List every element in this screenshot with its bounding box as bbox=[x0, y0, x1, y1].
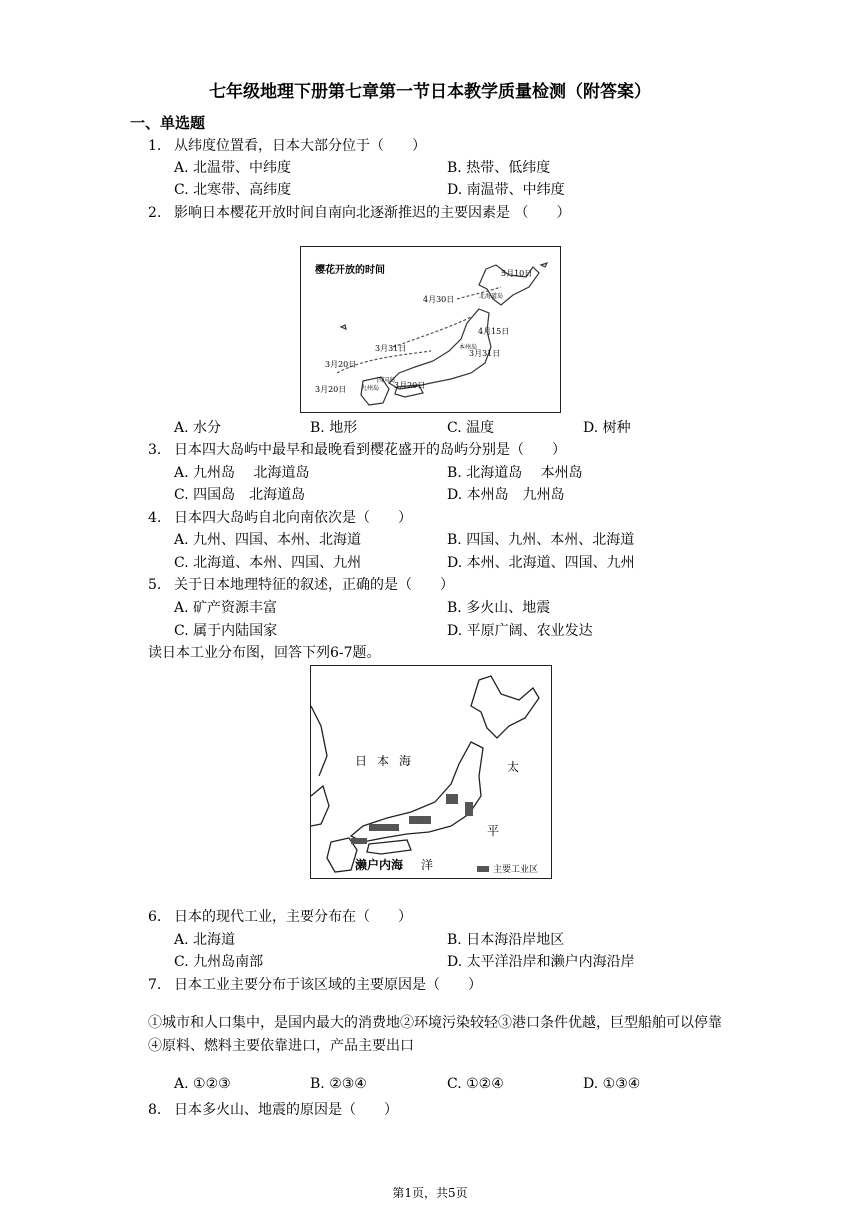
option-4c[interactable]: C. 北海道、本州、四国、九州 bbox=[174, 555, 362, 571]
question-text: 日本工业主要分布于该区域的主要原因是（ ） bbox=[174, 977, 482, 993]
option-5a[interactable]: A. 矿产资源丰富 bbox=[174, 600, 278, 616]
question-3 bbox=[148, 439, 566, 459]
option-2a[interactable]: A. 水分 bbox=[174, 420, 222, 436]
page-footer: 第1页，共5页 bbox=[392, 1186, 468, 1200]
option-1b[interactable]: B. 热带、低纬度 bbox=[447, 160, 551, 176]
section-heading: 一、单选题 bbox=[130, 114, 206, 132]
option-6a[interactable]: A. 北海道 bbox=[174, 932, 236, 948]
option-4d[interactable]: D. 本州、北海道、四国、九州 bbox=[447, 555, 635, 571]
option-4b[interactable]: B. 四国、九州、本州、北海道 bbox=[447, 532, 635, 548]
map-label: 3月20日 bbox=[315, 385, 347, 394]
question-number: 8. bbox=[148, 1102, 162, 1118]
question-number: 1. bbox=[148, 138, 162, 154]
option-6d[interactable]: D. 太平洋沿岸和濑户内海沿岸 bbox=[447, 954, 635, 970]
question-text: 关于日本地理特征的叙述，正确的是（ ） bbox=[174, 577, 454, 593]
option-6b[interactable]: B. 日本海沿岸地区 bbox=[447, 932, 565, 948]
question-text: 日本四大岛屿自北向南依次是（ ） bbox=[174, 510, 412, 526]
option-2d[interactable]: D. 树种 bbox=[583, 420, 631, 436]
question-2 bbox=[148, 202, 570, 222]
cherry-blossom-map bbox=[300, 246, 561, 413]
map-label: 本州岛 bbox=[459, 344, 478, 351]
option-5b[interactable]: B. 多火山、地震 bbox=[447, 600, 551, 616]
question-6 bbox=[148, 906, 412, 926]
sea-label: 日本海 bbox=[355, 754, 422, 768]
option-7c[interactable]: C. ①②④ bbox=[447, 1076, 504, 1092]
question-8 bbox=[148, 1099, 398, 1119]
question-number: 2. bbox=[148, 205, 162, 221]
ocean-label-1: 太 bbox=[507, 760, 520, 774]
question-text: 日本四大岛屿中最早和最晚看到樱花盛开的岛屿分别是（ ） bbox=[174, 442, 566, 458]
map-label: 3月20日 bbox=[394, 381, 426, 390]
question-5 bbox=[148, 574, 454, 594]
map-label: 4月15日 bbox=[478, 327, 510, 336]
option-1c[interactable]: C. 北寒带、高纬度 bbox=[174, 182, 292, 198]
option-6c[interactable]: C. 九州岛南部 bbox=[174, 954, 264, 970]
map-label: 4月30日 bbox=[423, 295, 455, 304]
map-label: 四国岛 bbox=[377, 377, 396, 384]
map-title: 樱花开放的时间 bbox=[315, 265, 385, 276]
question-number: 6. bbox=[148, 909, 162, 925]
map-label: 九州岛 bbox=[361, 385, 380, 392]
option-3a[interactable]: A. 九州岛 北海道岛 bbox=[174, 465, 310, 481]
map-legend: 主要工业区 bbox=[493, 865, 539, 875]
map-label: 3月20日 bbox=[325, 360, 357, 369]
option-4a[interactable]: A. 九州、四国、本州、北海道 bbox=[174, 532, 362, 548]
option-1d[interactable]: D. 南温带、中纬度 bbox=[447, 182, 565, 198]
map-label: 5月10日 bbox=[501, 269, 533, 278]
ocean-label-2: 平 bbox=[487, 824, 500, 838]
question-number: 4. bbox=[148, 510, 162, 526]
question-number: 5. bbox=[148, 577, 162, 593]
option-3c[interactable]: C. 四国岛 北海道岛 bbox=[174, 487, 306, 503]
inland-sea-label: 濑户内海 bbox=[355, 858, 404, 872]
question-number: 3. bbox=[148, 442, 162, 458]
question-4 bbox=[148, 507, 412, 527]
question-1 bbox=[148, 135, 426, 155]
option-3d[interactable]: D. 本州岛 九州岛 bbox=[447, 487, 565, 503]
map-label: 3月31日 bbox=[469, 349, 501, 358]
option-5d[interactable]: D. 平原广阔、农业发达 bbox=[447, 623, 593, 639]
ocean-label-3: 洋 bbox=[421, 858, 434, 872]
option-2c[interactable]: C. 温度 bbox=[447, 420, 495, 436]
q7-statement: ①城市和人口集中，是国内最大的消费地②环境污染较轻③港口条件优越，巨型船舶可以停靠④原料、燃料主要依靠进口，产品主要出口 bbox=[148, 1015, 722, 1054]
option-7d[interactable]: D. ①③④ bbox=[583, 1076, 641, 1092]
question-text: 从纬度位置看，日本大部分位于（ ） bbox=[174, 138, 426, 154]
option-7a[interactable]: A. ①②③ bbox=[174, 1076, 231, 1092]
question-7 bbox=[148, 974, 482, 994]
question-text: 日本多火山、地震的原因是（ ） bbox=[174, 1102, 398, 1118]
industry-map bbox=[310, 665, 552, 879]
map-label: 3月31日 bbox=[375, 344, 407, 353]
question-number: 7. bbox=[148, 977, 162, 993]
option-7b[interactable]: B. ②③④ bbox=[310, 1076, 367, 1092]
page-title: 七年级地理下册第七章第一节日本教学质量检测（附答案） bbox=[209, 82, 651, 102]
option-1a[interactable]: A. 北温带、中纬度 bbox=[174, 160, 292, 176]
option-2b[interactable]: B. 地形 bbox=[310, 420, 358, 436]
reading-prompt: 读日本工业分布图，回答下列6-7题。 bbox=[148, 645, 381, 661]
question-text: 日本的现代工业，主要分布在（ ） bbox=[174, 909, 412, 925]
question-text: 影响日本樱花开放时间自南向北逐渐推迟的主要因素是 （ ） bbox=[174, 205, 571, 221]
map-label: 北海道岛 bbox=[479, 293, 504, 300]
option-5c[interactable]: C. 属于内陆国家 bbox=[174, 623, 278, 639]
option-3b[interactable]: B. 北海道岛 本州岛 bbox=[447, 465, 583, 481]
